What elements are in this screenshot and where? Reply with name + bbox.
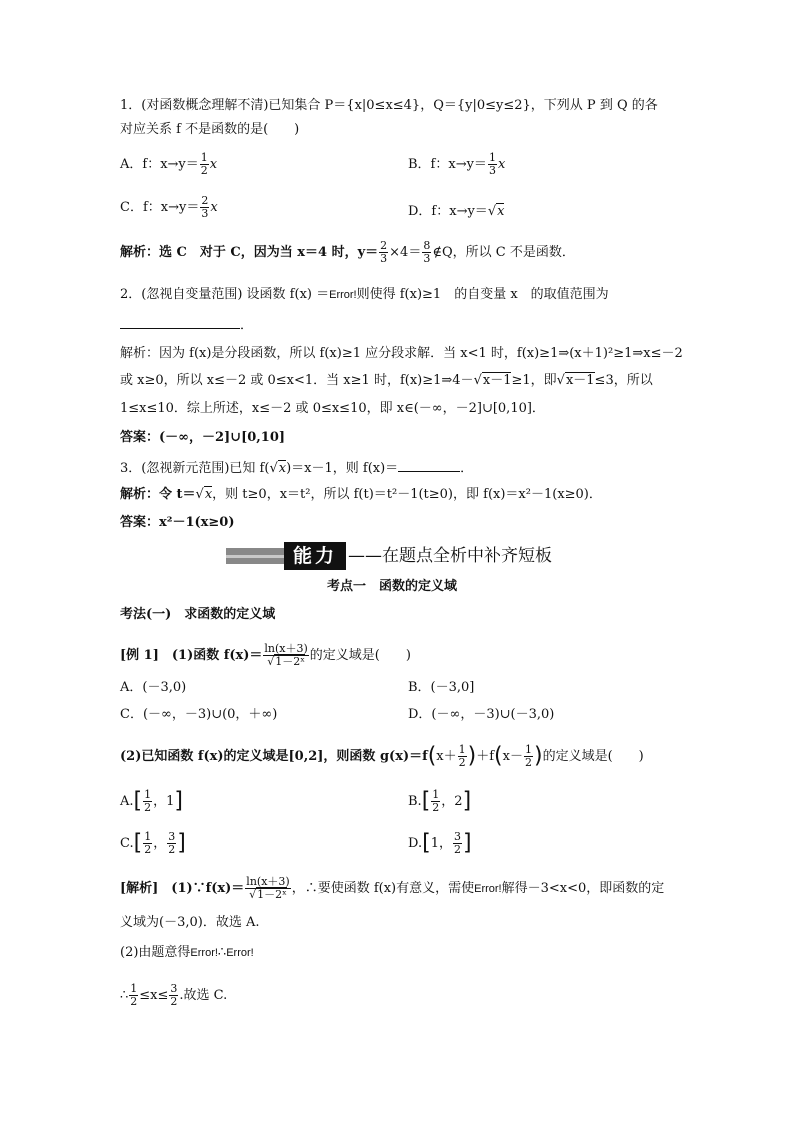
example1-part2-option-a: A.[ $\frac{1}{2}$ ，1]: [120, 788, 183, 814]
q2-line2: ．: [120, 315, 253, 335]
q1-option-b: B．f：x→y＝ $\frac{1}{3}$ x: [408, 151, 506, 177]
q2-answer-blank: [120, 315, 240, 329]
q1-option-a: A．f：x→y＝ $\frac{1}{2}$ x: [120, 151, 218, 177]
solution-line2: 义域为(－3,0)．故选 A.: [120, 915, 260, 930]
method-title: 考法(一) 求函数的定义域: [120, 607, 276, 622]
q3-answer-blank: [398, 458, 460, 472]
example1-option-d: D．(－∞，－3)∪(－3,0): [408, 707, 555, 722]
q1-analysis: 解析：选 C 对于 C，因为当 x＝4 时，y＝ $\frac{2}{3}$ ×4＝ $\frac{8}{3}$ ∉Q，所以 C 不是函数．: [120, 239, 575, 265]
q2-solution-line3: 1≤x≤10．综上所述，x≤－2 或 0≤x≤10，即 x∈(－∞，－2]∪[0,10]．: [120, 401, 545, 416]
section-banner: [226, 542, 562, 570]
q3-line1: 3．(忽视新元范围)已知 f(√x)＝x－1，则 f(x)＝ ．: [120, 458, 473, 478]
q1-line1: 1．(对函数概念理解不清)已知集合 P＝{x|0≤x≤4}，Q＝{y|0≤y≤2}，下列从 P 到 Q 的各: [120, 98, 658, 113]
q1-line2: 对应关系 f 不是函数的是( ): [120, 122, 300, 137]
example1-part2-option-b: B.[ $\frac{1}{2}$ ，2]: [408, 788, 472, 814]
banner-tag: 能力: [284, 542, 346, 570]
q2-line1: 2．(忽视自变量范围) 设函数 f(x) ＝Error!则使得 f(x)≥1 的自变量 x 的取值范围为: [120, 287, 609, 302]
section-title: 考点一 函数的定义域: [327, 579, 458, 594]
banner-subtitle: ——在题点全析中补齐短板: [348, 546, 552, 566]
banner-bar-highlight: [226, 555, 284, 558]
example1-option-a: A．(－3,0): [120, 680, 187, 695]
example1-option-c: C．(－∞，－3)∪(0，＋∞): [120, 707, 278, 722]
q3-answer: 答案：x²－1(x≥0): [120, 515, 235, 530]
q2-solution-line2: 或 x≥0，所以 x≤－2 或 0≤x<1．当 x≥1 时，f(x)≥1⇒4－√x－1≥1，即√x－1≤3，所以: [120, 373, 653, 388]
q2-answer: 答案：(－∞，－2]∪[0,10]: [120, 430, 286, 445]
solution-line4: ∴ $\frac{1}{2}$ ≤x≤ $\frac{3}{2}$ .故选 C.: [120, 982, 228, 1008]
q1-option-c: C．f：x→y＝ $\frac{2}{3}$ x: [120, 194, 218, 220]
q2-solution-line1: 解析：因为 f(x)是分段函数，所以 f(x)≥1 应分段求解．当 x<1 时，f(x)≥1⇒(x＋1)²≥1⇒x≤－2: [120, 346, 683, 361]
q1-option-d: D．f：x→y＝√x: [408, 204, 505, 219]
example1-part2-option-c: C.[ $\frac{1}{2}$ ， $\frac{3}{2}$ ]: [120, 830, 186, 856]
example1-part1: [例 1] (1)函数 f(x)＝ $\frac{\ln(x+3)}{\text{√1－2ˣ}}$ 的定义域是( ): [120, 642, 411, 668]
example1-part2-option-d: D.[1， $\frac{3}{2}$ ]: [408, 830, 472, 856]
q3-solution: 解析：令 t＝√x，则 t≥0，x＝t²，所以 f(t)＝t²－1(t≥0)，即 f(x)＝x²－1(x≥0)．: [120, 487, 602, 502]
example1-option-b: B．(－3,0]: [408, 680, 475, 695]
solution-line1: [解析] (1)∵f(x)＝ $\frac{\ln(x+3)}{\text{√1－2ˣ}}$ ，∴要使函数 f(x)有意义，需使Error!解得－3<x<0，即函数的定: [120, 875, 665, 901]
example1-part2: (2)已知函数 f(x)的定义域是[0,2]，则函数 g(x)＝f(x＋ $\frac{1}{2}$ )＋f(x－ $\frac{1}{2}$ )的定义域是( ): [120, 743, 644, 769]
solution-line3: (2)由题意得Error!∴Error!: [120, 945, 254, 960]
